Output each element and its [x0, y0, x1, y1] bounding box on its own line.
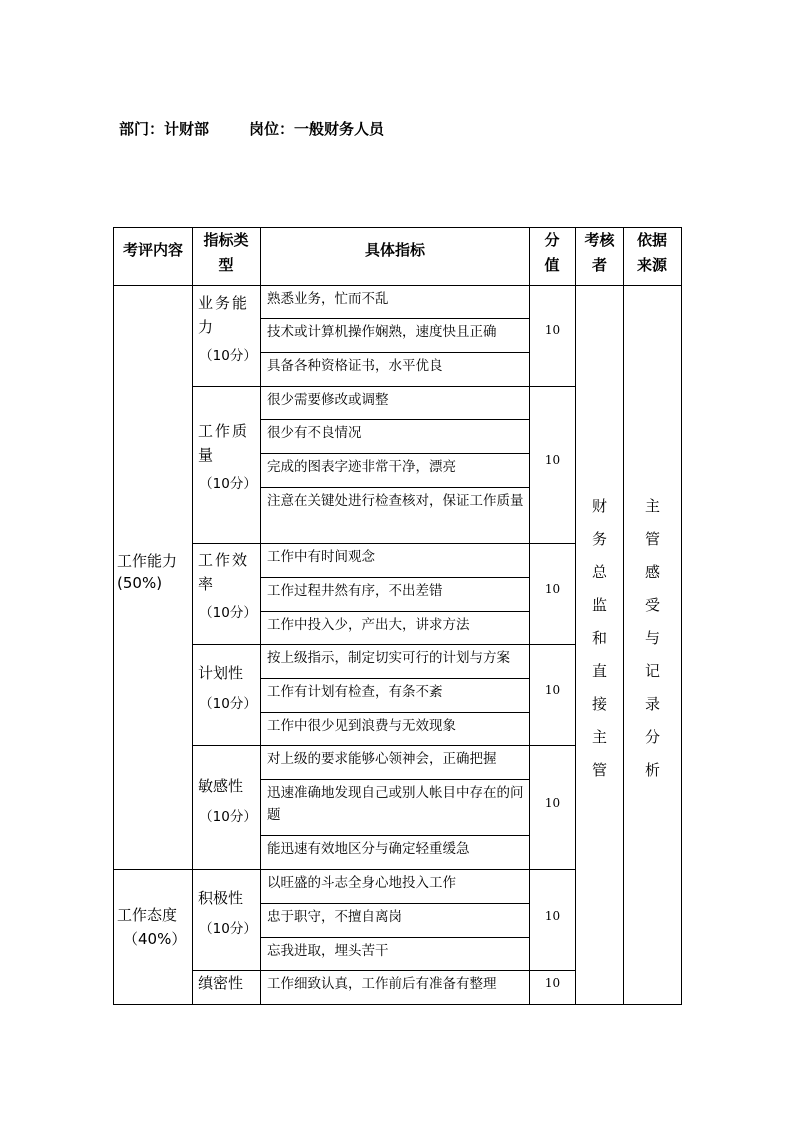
position-label: 岗位：一般财务人员: [249, 120, 385, 138]
type-name: 工作效率: [198, 551, 250, 593]
type-points: （10分）: [199, 921, 257, 937]
department-label: 部门：计财部: [119, 120, 210, 138]
indicator-item: 工作细致认真，工作前后有准备有整理: [267, 976, 497, 992]
indicator-item: 完成的图表字迹非常干净，漂亮: [267, 459, 456, 475]
section-weight: (50%): [117, 574, 163, 592]
type-name: 工作质量: [198, 422, 250, 464]
indicator-item: 熟悉业务，忙而不乱: [267, 291, 389, 307]
indicator-item: 忘我进取，埋头苦干: [267, 943, 389, 959]
header-score: 分值: [544, 231, 560, 274]
score-value: 10: [544, 909, 561, 923]
score-value: 10: [544, 976, 561, 990]
type-name: 计划性: [198, 664, 244, 682]
indicator-item: 按上级指示，制定切实可行的计划与方案: [267, 650, 510, 666]
section-ability: [117, 550, 191, 594]
header-type: 指标类型: [203, 231, 249, 274]
type-points: （10分）: [199, 809, 257, 825]
indicator-item: 工作中很少见到浪费与无效现象: [267, 718, 456, 734]
header-indicator: 具体指标: [364, 241, 425, 259]
score-value: 10: [544, 582, 561, 596]
indicator-item: 对上级的要求能够心领神会，正确把握: [267, 751, 497, 767]
type-initiative: [198, 886, 258, 940]
type-points: （10分）: [199, 696, 257, 712]
type-name: 敏感性: [198, 777, 244, 795]
indicator-item: 具备各种资格证书，水平优良: [267, 358, 443, 374]
type-name: 业务能力: [198, 294, 250, 336]
indicator-item: 很少有不良情况: [267, 425, 362, 441]
section-attitude: [117, 904, 191, 950]
indicator-item: 很少需要修改或调整: [267, 392, 389, 408]
type-points: （10分）: [199, 476, 257, 492]
source-text: 主 管 感 受 与 记 录 分 析: [644, 497, 660, 779]
indicator-item: 忠于职守，不擅自离岗: [267, 909, 402, 925]
type-planning: [198, 661, 258, 715]
type-work-efficiency: [198, 548, 258, 624]
section-weight: （40%）: [123, 930, 187, 948]
score-value: 10: [544, 323, 561, 337]
indicator-item: 注意在关键处进行检查核对，保证工作质量: [267, 493, 524, 509]
indicator-item: 以旺盛的斗志全身心地投入工作: [267, 875, 456, 891]
indicator-item: 能迅速有效地区分与确定轻重缓急: [267, 841, 470, 857]
score-value: 10: [544, 796, 561, 810]
indicator-item: 工作过程井然有序，不出差错: [267, 583, 443, 599]
type-meticulousness: [198, 971, 258, 995]
indicator-item: 工作中投入少，产出大，讲求方法: [267, 617, 470, 633]
type-sensitivity: [198, 774, 258, 828]
type-name: 积极性: [198, 889, 244, 907]
section-name: 工作能力: [117, 552, 178, 570]
type-points: （10分）: [199, 605, 257, 621]
header-source: 依据来源: [636, 231, 667, 274]
type-work-quality: [198, 419, 258, 495]
indicator-item: 迅速准确地发现自己或别人帐目中存在的问题: [267, 785, 524, 823]
indicator-item: 技术或计算机操作娴熟，速度快且正确: [267, 324, 497, 340]
header-content: 考评内容: [122, 241, 183, 259]
section-name: 工作态度: [117, 906, 178, 924]
score-value: 10: [544, 683, 561, 697]
indicator-item: 工作有计划有检查，有条不紊: [267, 684, 443, 700]
type-points: （10分）: [199, 348, 257, 364]
type-business-ability: [198, 291, 258, 367]
header-assessor: 考核者: [584, 231, 615, 274]
score-value: 10: [544, 453, 561, 467]
assessor-text: 财 务 总 监 和 直 接 主 管: [591, 497, 607, 779]
indicator-item: 工作中有时间观念: [267, 549, 375, 565]
type-name: 缜密性: [198, 974, 244, 992]
